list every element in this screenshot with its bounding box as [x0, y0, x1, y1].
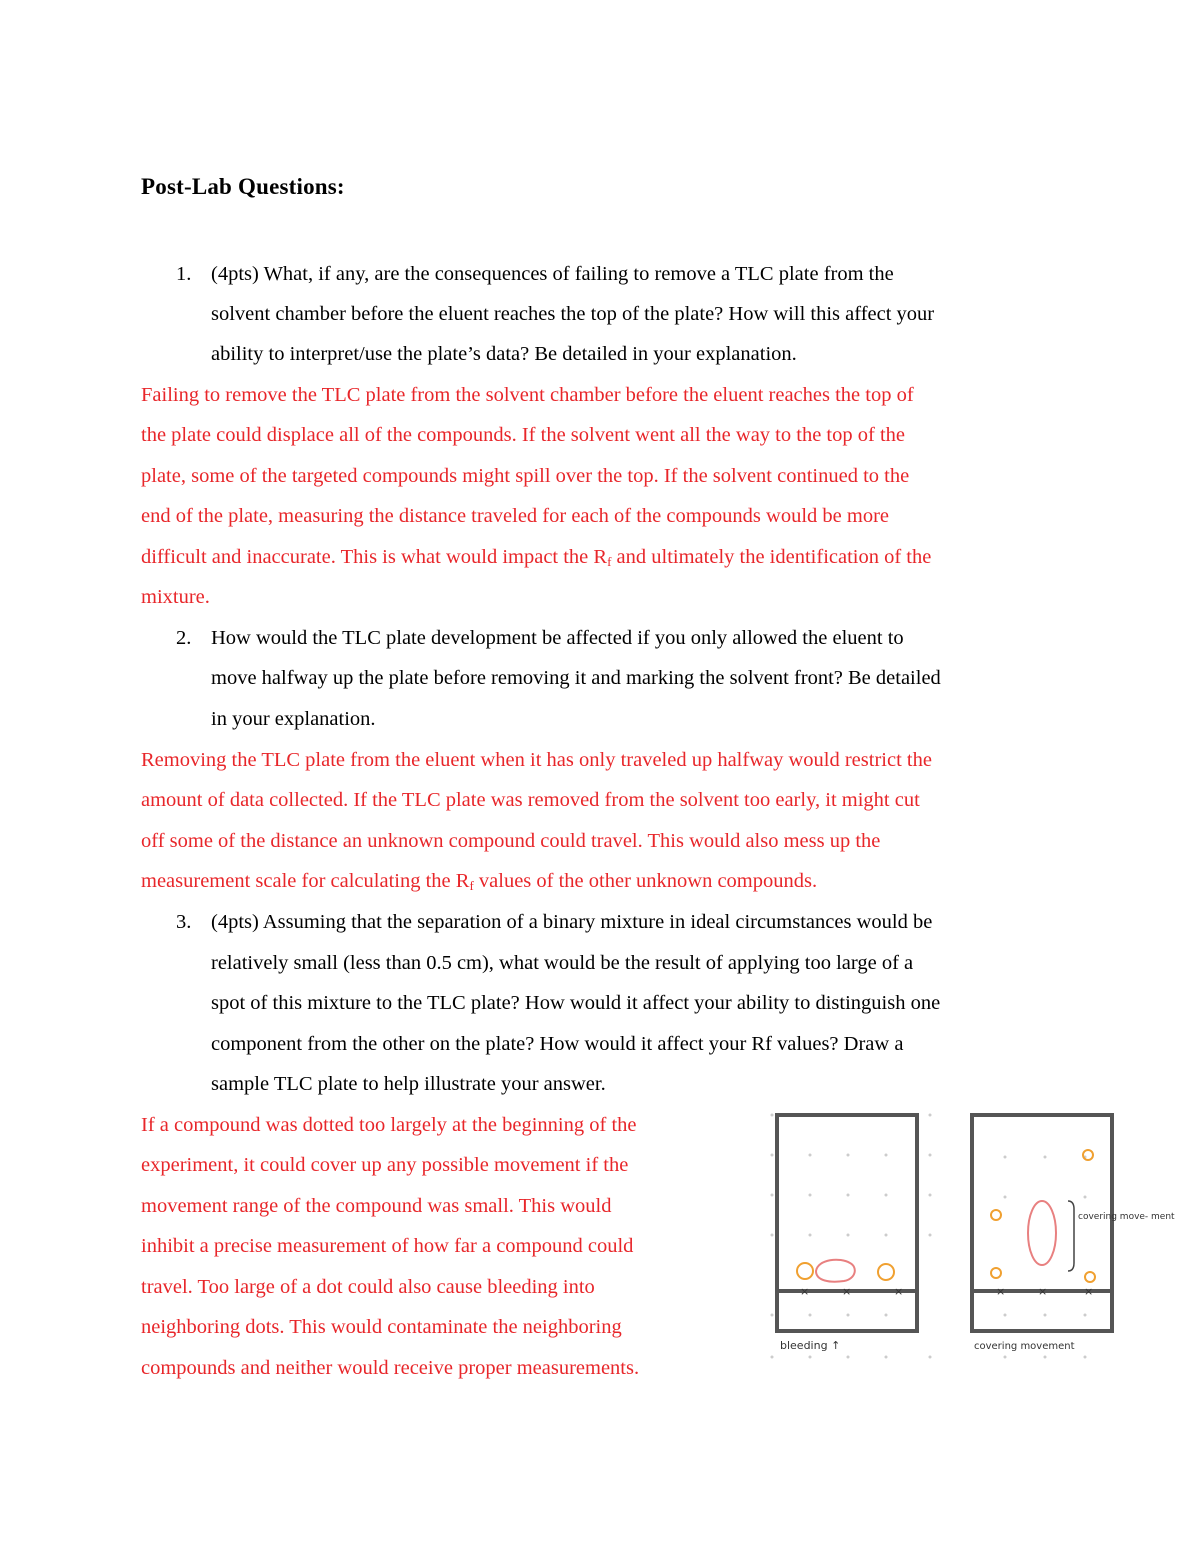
tlc-plate-left	[777, 1115, 917, 1331]
large-spot	[1028, 1201, 1056, 1265]
bleeding-blob	[816, 1260, 855, 1282]
answer-2-line-3: off some of the distance an unknown compound could travel. This would also mess up the	[141, 830, 881, 852]
answer-3-line-2: experiment, it could cover up any possible movement if the	[141, 1154, 629, 1176]
tlc-plate-right	[972, 1115, 1175, 1331]
question-3-line-1: (4pts) Assuming that the separation of a binary mixture in ideal circumstances would be	[211, 911, 933, 933]
answer-1-line-5-text: difficult and inaccurate. This is what would impact the R	[141, 546, 608, 568]
answer-2-line-2: amount of data collected. If the TLC plate was removed from the solvent too early, it might cut	[141, 789, 920, 811]
answer-1-line-5-tail: and ultimately the identification of the	[611, 546, 932, 568]
answer-3-line-6: neighboring dots. This would contaminate the neighboring	[141, 1316, 622, 1338]
answer-1-line-1: Failing to remove the TLC plate from the solvent chamber before the eluent reaches the top of	[141, 384, 914, 406]
question-2-number: 2.	[176, 627, 192, 649]
answer-3-line-7: compounds and neither would receive proper measurements.	[141, 1357, 640, 1379]
tlc-sketch	[760, 1105, 1175, 1375]
answer-1-line-4: end of the plate, measuring the distance traveled for each of the compounds would be more	[141, 505, 889, 527]
answer-3-line-1: If a compound was dotted too largely at the beginning of the	[141, 1114, 637, 1136]
question-3-line-4: component from the other on the plate? How would it affect your Rf values? Draw a	[211, 1033, 904, 1055]
page-title: Post-Lab Questions:	[141, 174, 345, 199]
question-2-line-3: in your explanation.	[211, 708, 376, 730]
bracket	[1068, 1201, 1074, 1271]
answer-3-line-5: travel. Too large of a dot could also cause bleeding into	[141, 1276, 595, 1298]
answer-3-line-4: inhibit a precise measurement of how far a compound could	[141, 1235, 634, 1257]
origin-mark: ×	[842, 1285, 852, 1298]
origin-mark: ×	[996, 1285, 1006, 1298]
sketch-label-right: covering movement	[974, 1341, 1075, 1352]
sample-spot	[1085, 1272, 1095, 1282]
question-1-line-3: ability to interpret/use the plate’s data? Be detailed in your explanation.	[211, 343, 797, 365]
answer-1-line-5	[141, 544, 931, 575]
question-1-line-2: solvent chamber before the eluent reaches the top of the plate? How will this affect your	[211, 303, 935, 325]
answer-1-line-6: mixture.	[141, 586, 210, 608]
answer-2-line-4-text: measurement scale for calculating the R	[141, 870, 470, 892]
rf-subscript: f	[607, 554, 612, 569]
question-3-line-2: relatively small (less than 0.5 cm), what would be the result of applying too large of a	[211, 952, 914, 974]
answer-2-line-4	[141, 868, 817, 899]
sample-spot	[991, 1210, 1001, 1220]
question-2-line-2: move halfway up the plate before removing it and marking the solvent front? Be detailed	[211, 667, 941, 689]
sample-spot	[991, 1268, 1001, 1278]
answer-1-line-3: plate, some of the targeted compounds might spill over the top. If the solvent continued to the	[141, 465, 910, 487]
question-1-number: 1.	[176, 263, 192, 285]
question-3-line-3: spot of this mixture to the TLC plate? How would it affect your ability to distinguish one	[211, 992, 941, 1014]
sample-spot	[878, 1264, 894, 1280]
origin-mark: ×	[1084, 1285, 1094, 1298]
question-2-line-1: How would the TLC plate development be affected if you only allowed the eluent to	[211, 627, 904, 649]
sketch-label-left: bleeding ↑	[780, 1339, 841, 1352]
answer-2-line-4-tail: values of the other unknown compounds.	[473, 870, 818, 892]
sample-spot	[1083, 1150, 1093, 1160]
question-1-line-1: (4pts) What, if any, are the consequences of failing to remove a TLC plate from the	[211, 263, 894, 285]
answer-2-line-1: Removing the TLC plate from the eluent when it has only traveled up halfway would restrict the	[141, 749, 932, 771]
origin-mark: ×	[800, 1285, 810, 1298]
sample-spot	[797, 1263, 813, 1279]
rf-subscript: f	[469, 878, 474, 893]
origin-mark: ×	[894, 1285, 904, 1298]
question-3-number: 3.	[176, 911, 192, 933]
question-3-line-5: sample TLC plate to help illustrate your answer.	[211, 1073, 606, 1095]
answer-1-line-2: the plate could displace all of the compounds. If the solvent went all the way to the top of the	[141, 424, 905, 446]
dot-grid	[771, 1114, 1087, 1359]
answer-3-line-3: movement range of the compound was small. This would	[141, 1195, 612, 1217]
origin-mark: ×	[1038, 1285, 1048, 1298]
bracket-note: covering move- ment	[1078, 1212, 1175, 1222]
